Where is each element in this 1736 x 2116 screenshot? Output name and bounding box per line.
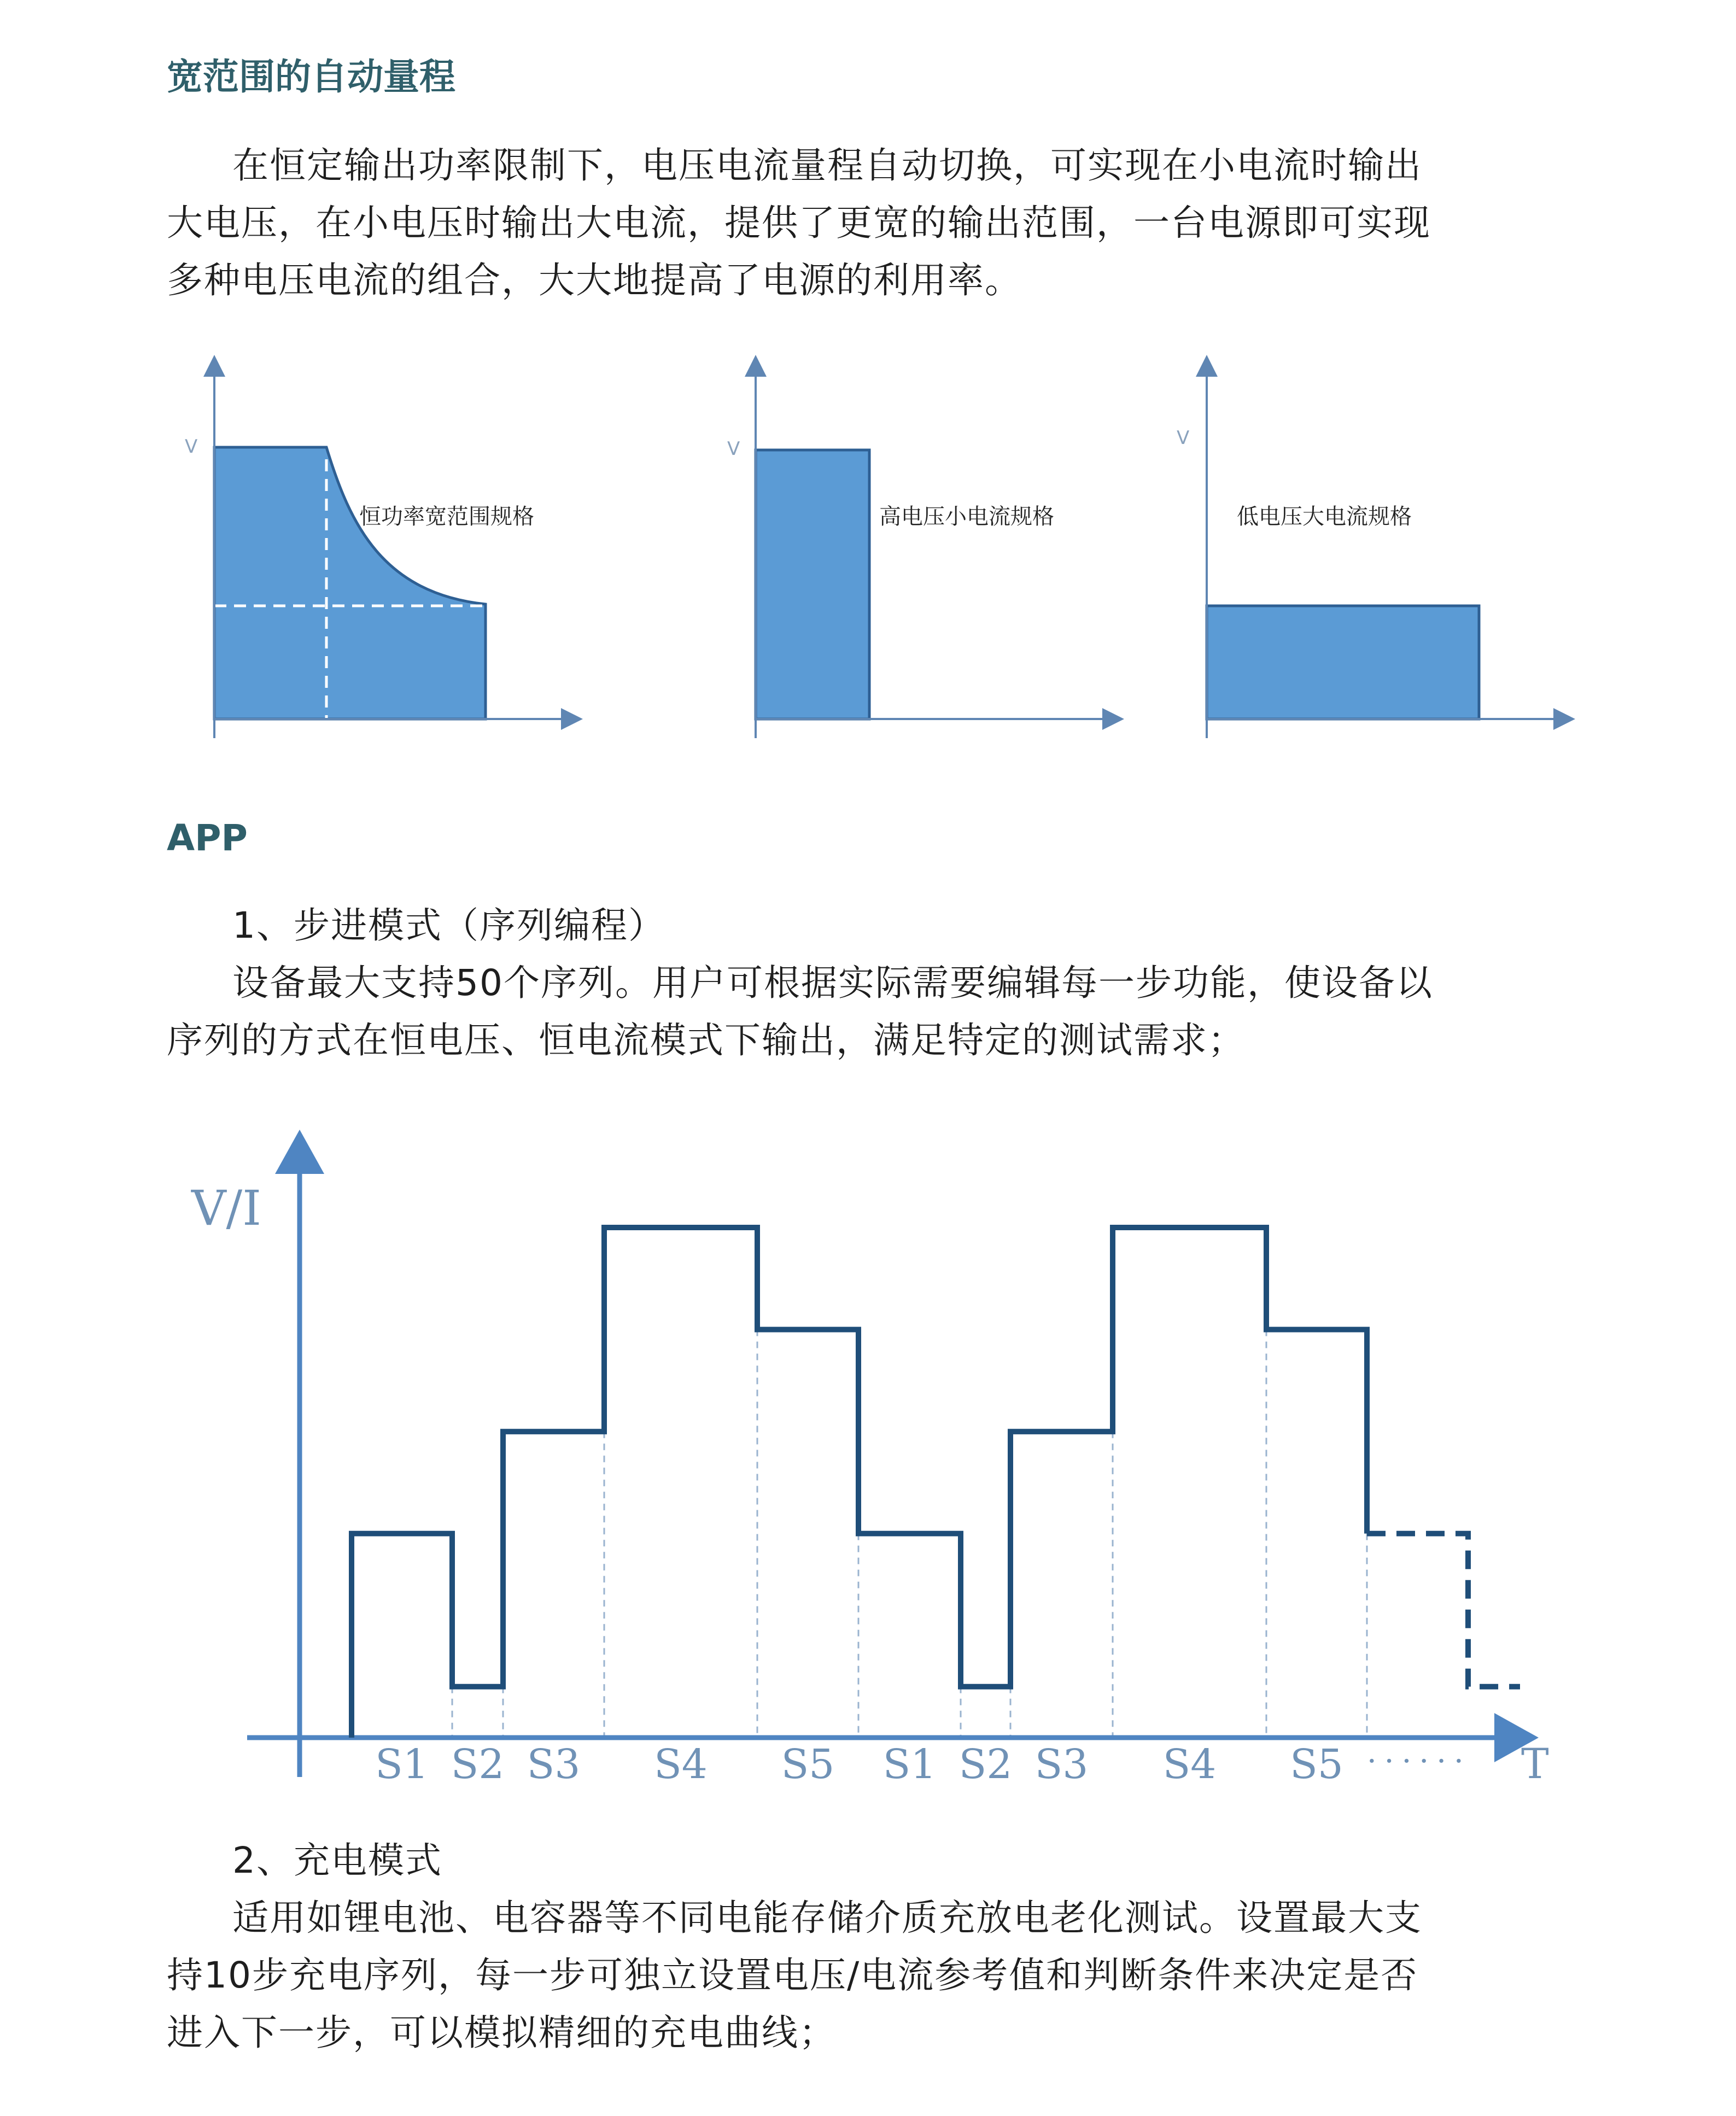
axis-label-v: V — [727, 438, 740, 460]
section-title-app: APP — [167, 817, 248, 859]
step-tick-label: S5 — [781, 1741, 835, 1788]
charge-mode-block — [167, 1832, 1588, 2061]
paragraph-line: 多种电压电流的组合，大大地提高了电源的利用率。 — [167, 259, 1022, 301]
step-tick-label: S5 — [1290, 1741, 1343, 1788]
mode-title: 1、步进模式（序列编程） — [232, 904, 665, 946]
x-axis-label: T — [1521, 1739, 1549, 1788]
paragraph-line: 进入下一步，可以模拟精细的充电曲线； — [167, 2012, 836, 2054]
paragraph-line: 在恒定输出功率限制下，电压电流量程自动切换，可实现在小电流时输出 — [232, 144, 1422, 186]
step-tick-label: S4 — [654, 1741, 708, 1788]
step-line-solid — [352, 1227, 1367, 1738]
step-tick-label: S3 — [1034, 1741, 1089, 1788]
step-tick-label: S1 — [882, 1741, 937, 1788]
step-line-continuation — [1367, 1534, 1520, 1687]
step-mode-block — [167, 897, 1588, 1069]
step-tick-label: S3 — [527, 1741, 581, 1788]
chart-high-voltage — [727, 364, 1115, 738]
chart-constant-power — [185, 364, 574, 738]
chart-fill-area — [214, 447, 486, 719]
step-tick-label: S4 — [1162, 1741, 1217, 1788]
step-tick-label: S2 — [451, 1741, 505, 1788]
mode-title: 2、充电模式 — [232, 1839, 442, 1881]
step-sequence-chart — [0, 1121, 1736, 1788]
chart-fill-area — [1207, 606, 1479, 719]
paragraph-line: 持10步充电序列，每一步可独立设置电压/电流参考值和判断条件来决定是否 — [167, 1954, 1418, 1996]
chart-fill-area — [756, 450, 869, 719]
paragraph-line: 序列的方式在恒电压、恒电流模式下输出，满足特定的测试需求； — [167, 1019, 1245, 1061]
auto-range-paragraph — [167, 137, 1588, 309]
axis-label-v: V — [1177, 427, 1190, 449]
section-title-auto-range: 宽范围的自动量程 — [167, 56, 455, 98]
chart-caption: 低电压大电流规格 — [1237, 504, 1412, 529]
chart-caption: 恒功率宽范围规格 — [359, 504, 534, 529]
y-axis-label: V/I — [191, 1180, 261, 1236]
chart-caption: 高电压小电流规格 — [879, 504, 1054, 529]
paragraph-line: 大电压，在小电压时输出大电流，提供了更宽的输出范围，一台电源即可实现 — [167, 202, 1431, 244]
continuation-dots: ······ — [1367, 1744, 1471, 1779]
step-line — [352, 1227, 1520, 1738]
step-tick-label: S2 — [958, 1741, 1013, 1788]
paragraph-line: 适用如锂电池、电容器等不同电能存储介质充放电老化测试。设置最大支 — [232, 1897, 1422, 1939]
chart-low-voltage — [1177, 364, 1567, 738]
step-tick-label: S1 — [375, 1741, 429, 1788]
axis-label-v: V — [185, 436, 198, 458]
range-charts — [0, 339, 1736, 755]
step-tick-labels — [375, 1741, 1343, 1788]
paragraph-line: 设备最大支持50个序列。用户可根据实际需要编辑每一步功能，使设备以 — [232, 962, 1433, 1004]
